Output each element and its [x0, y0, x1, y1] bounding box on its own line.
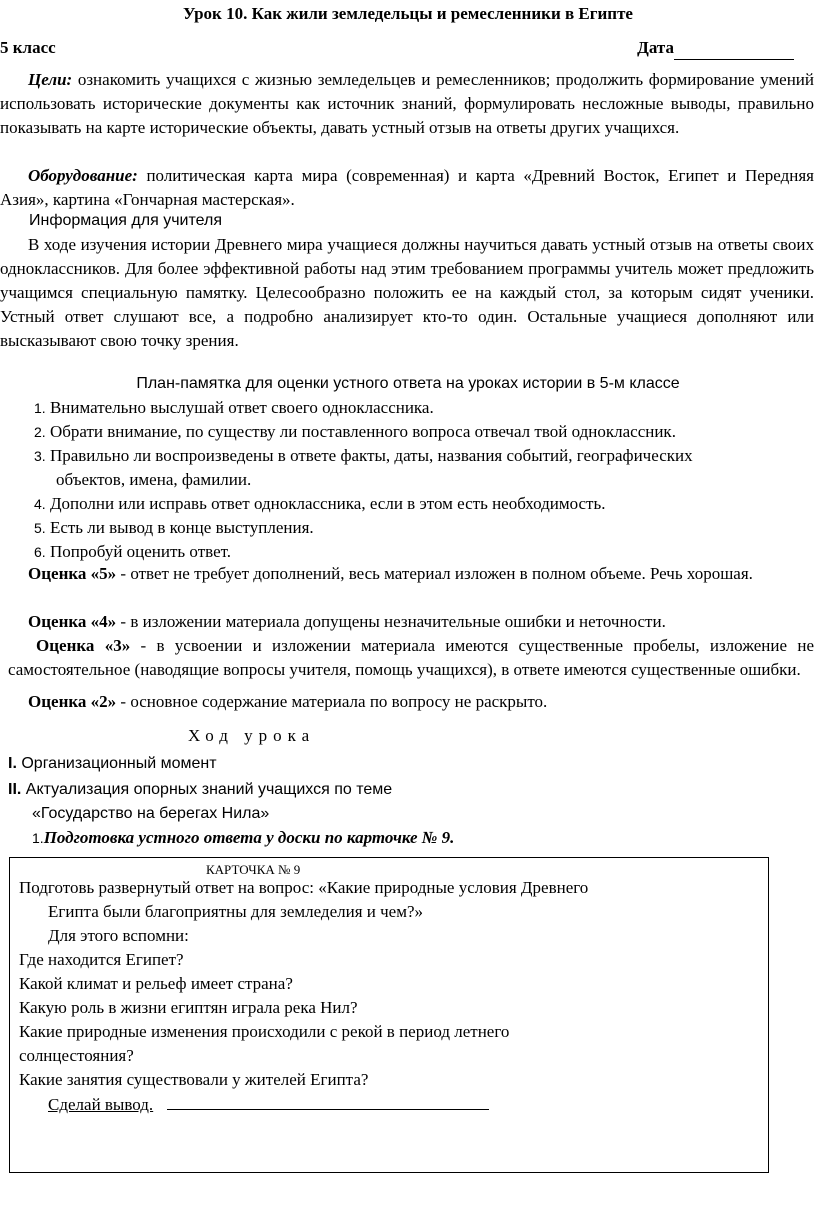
memo-item: 2. Обрати внимание, по существу ли поставленного вопроса отвечал твой одноклассник. [34, 422, 676, 441]
memo-item: 4. Дополни или исправь ответ одноклассника, если в этом есть необходимость. [34, 494, 606, 513]
memo-item: 1. Внимательно выслушай ответ своего одноклассника. [34, 398, 434, 417]
task-card [9, 857, 769, 1173]
date-label: Дата [637, 38, 674, 57]
grade-2-paragraph: Оценка «2» - основное содержание материала по вопросу не раскрыто. [28, 692, 548, 711]
grade-3-paragraph: Оценка «3» - в усвоении и изложении материала имеются существенные пробелы, изложение не самостоятельное (наводящие вопросы учителя, помощь учащихся), в ответе имеются существенные ошибки. [8, 636, 814, 679]
subitem-card-answer: 1.Подготовка устного ответа у доски по карточке № 9. [32, 828, 455, 847]
card-title: КАРТОЧКА № 9 [206, 862, 301, 877]
date-field [637, 36, 794, 60]
date-blank-line [674, 39, 794, 60]
memo-heading: План-памятка для оценки устного ответа на уроках истории в 5-м классе [136, 375, 680, 392]
card-question: Какую роль в жизни египтян играла река Нил? [19, 998, 358, 1017]
equipment-text: политическая карта мира (современная) и карта «Древний Восток, Египет и Передняя Азия», картина «Гончарная мастерская». [0, 166, 814, 209]
card-question: Какой климат и рельеф имеет страна? [19, 974, 293, 993]
teacher-info-heading: Информация для учителя [29, 212, 222, 229]
card-question: Где находится Египет? [19, 950, 184, 969]
section-organizational: I. Организационный момент [8, 755, 217, 772]
card-recall: Для этого вспомни: [48, 926, 189, 945]
memo-item-continuation: объектов, имена, фамилии. [56, 470, 252, 489]
goals-paragraph [0, 68, 814, 140]
conclusion-blank-line [167, 1092, 489, 1110]
lesson-progress-heading: Ход урока [188, 726, 316, 745]
card-task-line: Подготовь развернутый ответ на вопрос: «Какие природные условия Древнего [19, 878, 589, 897]
card-question: солнцестояния? [19, 1046, 134, 1065]
grade-4-paragraph: Оценка «4» - в изложении материала допущены незначительные ошибки и неточности. [28, 612, 666, 631]
lesson-title: Урок 10. Как жили земледельцы и ремесленники в Египте [183, 4, 633, 23]
grade-5-paragraph: Оценка «5» - ответ не требует дополнений, весь материал изложен в полном объеме. Речь хорошая. [28, 564, 753, 583]
goals-label: Цели: [28, 70, 73, 89]
memo-item: 5. Есть ли вывод в конце выступления. [34, 518, 314, 537]
card-question: Какие занятия существовали у жителей Египта? [19, 1070, 369, 1089]
teacher-info-paragraph: В ходе изучения истории Древнего мира учащиеся должны научиться давать устный отзыв на ответы своих одноклассников. Для более эффективной работы над этим требованием программы учитель может предложить учащимся специальную памятку. Целесообразно положить ее на каждый стол, за которым сидят ученики. Устный ответ слушают все, а подробно анализирует кто-то один. Остальные учащиеся дополняют или высказывают свою точку зрения. [0, 235, 814, 350]
card-conclusion: Сделай вывод. [48, 1092, 489, 1117]
section-actualization: II. Актуализация опорных знаний учащихся по теме [8, 781, 393, 798]
goals-text: ознакомить учащихся с жизнью земледельцев и ремесленников; продолжить формирование умений использовать исторические документы как источник знаний, формулировать несложные выводы, правильно показывать на карте исторические объекты, давать устный отзыв на ответы других учащихся. [0, 70, 814, 137]
grade-label: 5 класс [0, 38, 56, 57]
memo-item: 6. Попробуй оценить ответ. [34, 542, 232, 561]
equipment-paragraph [0, 164, 814, 212]
card-question: Какие природные изменения происходили с рекой в период летнего [19, 1022, 510, 1041]
equipment-label: Оборудование: [28, 166, 138, 185]
section-actualization-topic: «Государство на берегах Нила» [32, 805, 270, 822]
memo-item: 3. Правильно ли воспроизведены в ответе факты, даты, названия событий, географических [34, 446, 693, 465]
card-task-line: Египта были благоприятны для земледелия и чем?» [48, 902, 424, 921]
